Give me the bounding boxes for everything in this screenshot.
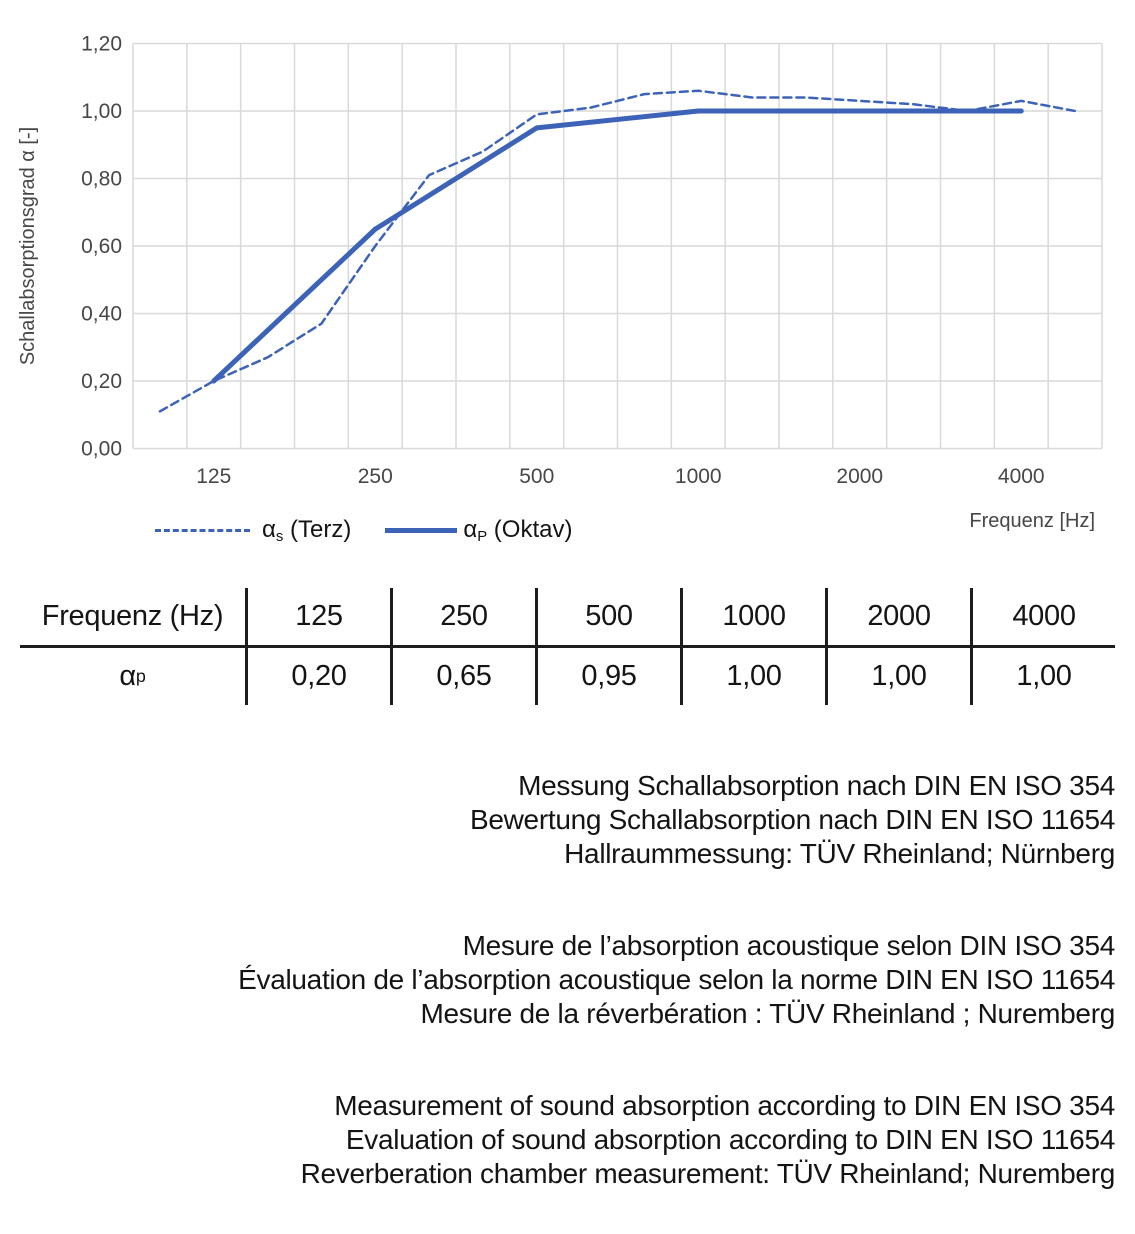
x-tick-label: 1000: [674, 465, 722, 488]
table-value-2000: 1,00: [825, 648, 970, 705]
note-line: Mesure de la réverbération : TÜV Rheinland ; Nuremberg: [420, 998, 1115, 1029]
table-header-125: 125: [245, 588, 390, 648]
y-tick-label: 1,20: [81, 32, 122, 56]
note-french: [238, 929, 1115, 1031]
y-tick-label: 0,00: [81, 437, 122, 461]
y-tick-label: 0,20: [81, 370, 122, 393]
x-tick-label: 4000: [997, 465, 1045, 488]
solid-line-swatch: [385, 528, 457, 533]
y-tick-label: 0,40: [81, 302, 122, 326]
note-line: Reverberation chamber measurement: TÜV Rheinland; Nuremberg: [300, 1158, 1115, 1189]
x-axis-title: Frequenz [Hz]: [969, 510, 1095, 532]
table-header-4000: 4000: [970, 588, 1115, 648]
note-line: Mesure de l’absorption acoustique selon DIN ISO 354: [462, 930, 1115, 961]
table-value-4000: 1,00: [970, 648, 1115, 705]
y-tick-label: 0,60: [81, 235, 122, 258]
table-header-1000: 1000: [680, 588, 825, 648]
y-tick-label: 1,00: [81, 100, 122, 123]
table-value-500: 0,95: [535, 648, 680, 705]
note-line: Évaluation de l’absorption acoustique selon la norme DIN EN ISO 11654: [238, 964, 1115, 995]
legend-item-terz: [155, 516, 351, 545]
note-line: Bewertung Schallabsorption nach DIN EN ISO 11654: [469, 804, 1115, 835]
absorption-chart: [0, 0, 1135, 560]
note-english: [301, 1089, 1115, 1191]
table-header-500: 500: [535, 588, 680, 648]
table-value-125: 0,20: [245, 648, 390, 705]
note-german: [470, 769, 1115, 871]
table-header-frequency: Frequenz (Hz): [20, 588, 245, 648]
table-row-label-alpha-p: α p: [119, 660, 146, 692]
dashed-line-swatch: [155, 529, 250, 532]
table-header-250: 250: [390, 588, 535, 648]
note-line: Messung Schallabsorption nach DIN EN ISO 354: [518, 770, 1115, 801]
table-value-250: 0,65: [390, 648, 535, 705]
x-tick-label: 250: [357, 465, 393, 488]
chart-legend: [155, 516, 572, 545]
legend-item-oktav: [385, 516, 572, 545]
table-value-1000: 1,00: [680, 648, 825, 705]
x-tick-label: 2000: [836, 465, 884, 488]
note-line: Measurement of sound absorption according to DIN EN ISO 354: [334, 1090, 1115, 1121]
legend-label-terz: $\alpha_s$ (Terz): [262, 516, 352, 546]
note-line: Evaluation of sound absorption according to DIN EN ISO 11654: [345, 1124, 1115, 1155]
y-tick-label: 0,80: [81, 167, 122, 191]
table-header-2000: 2000: [825, 588, 970, 648]
x-tick-label: 125: [196, 465, 232, 488]
x-tick-label: 500: [519, 465, 555, 488]
y-axis-title: Schallabsorptionsgrad α [-]: [17, 126, 39, 366]
absorption-table: [20, 588, 1115, 705]
note-line: Hallraummessung: TÜV Rheinland; Nürnberg: [564, 838, 1115, 869]
legend-label-oktav: $\alpha_P$ (Oktav): [463, 516, 573, 546]
